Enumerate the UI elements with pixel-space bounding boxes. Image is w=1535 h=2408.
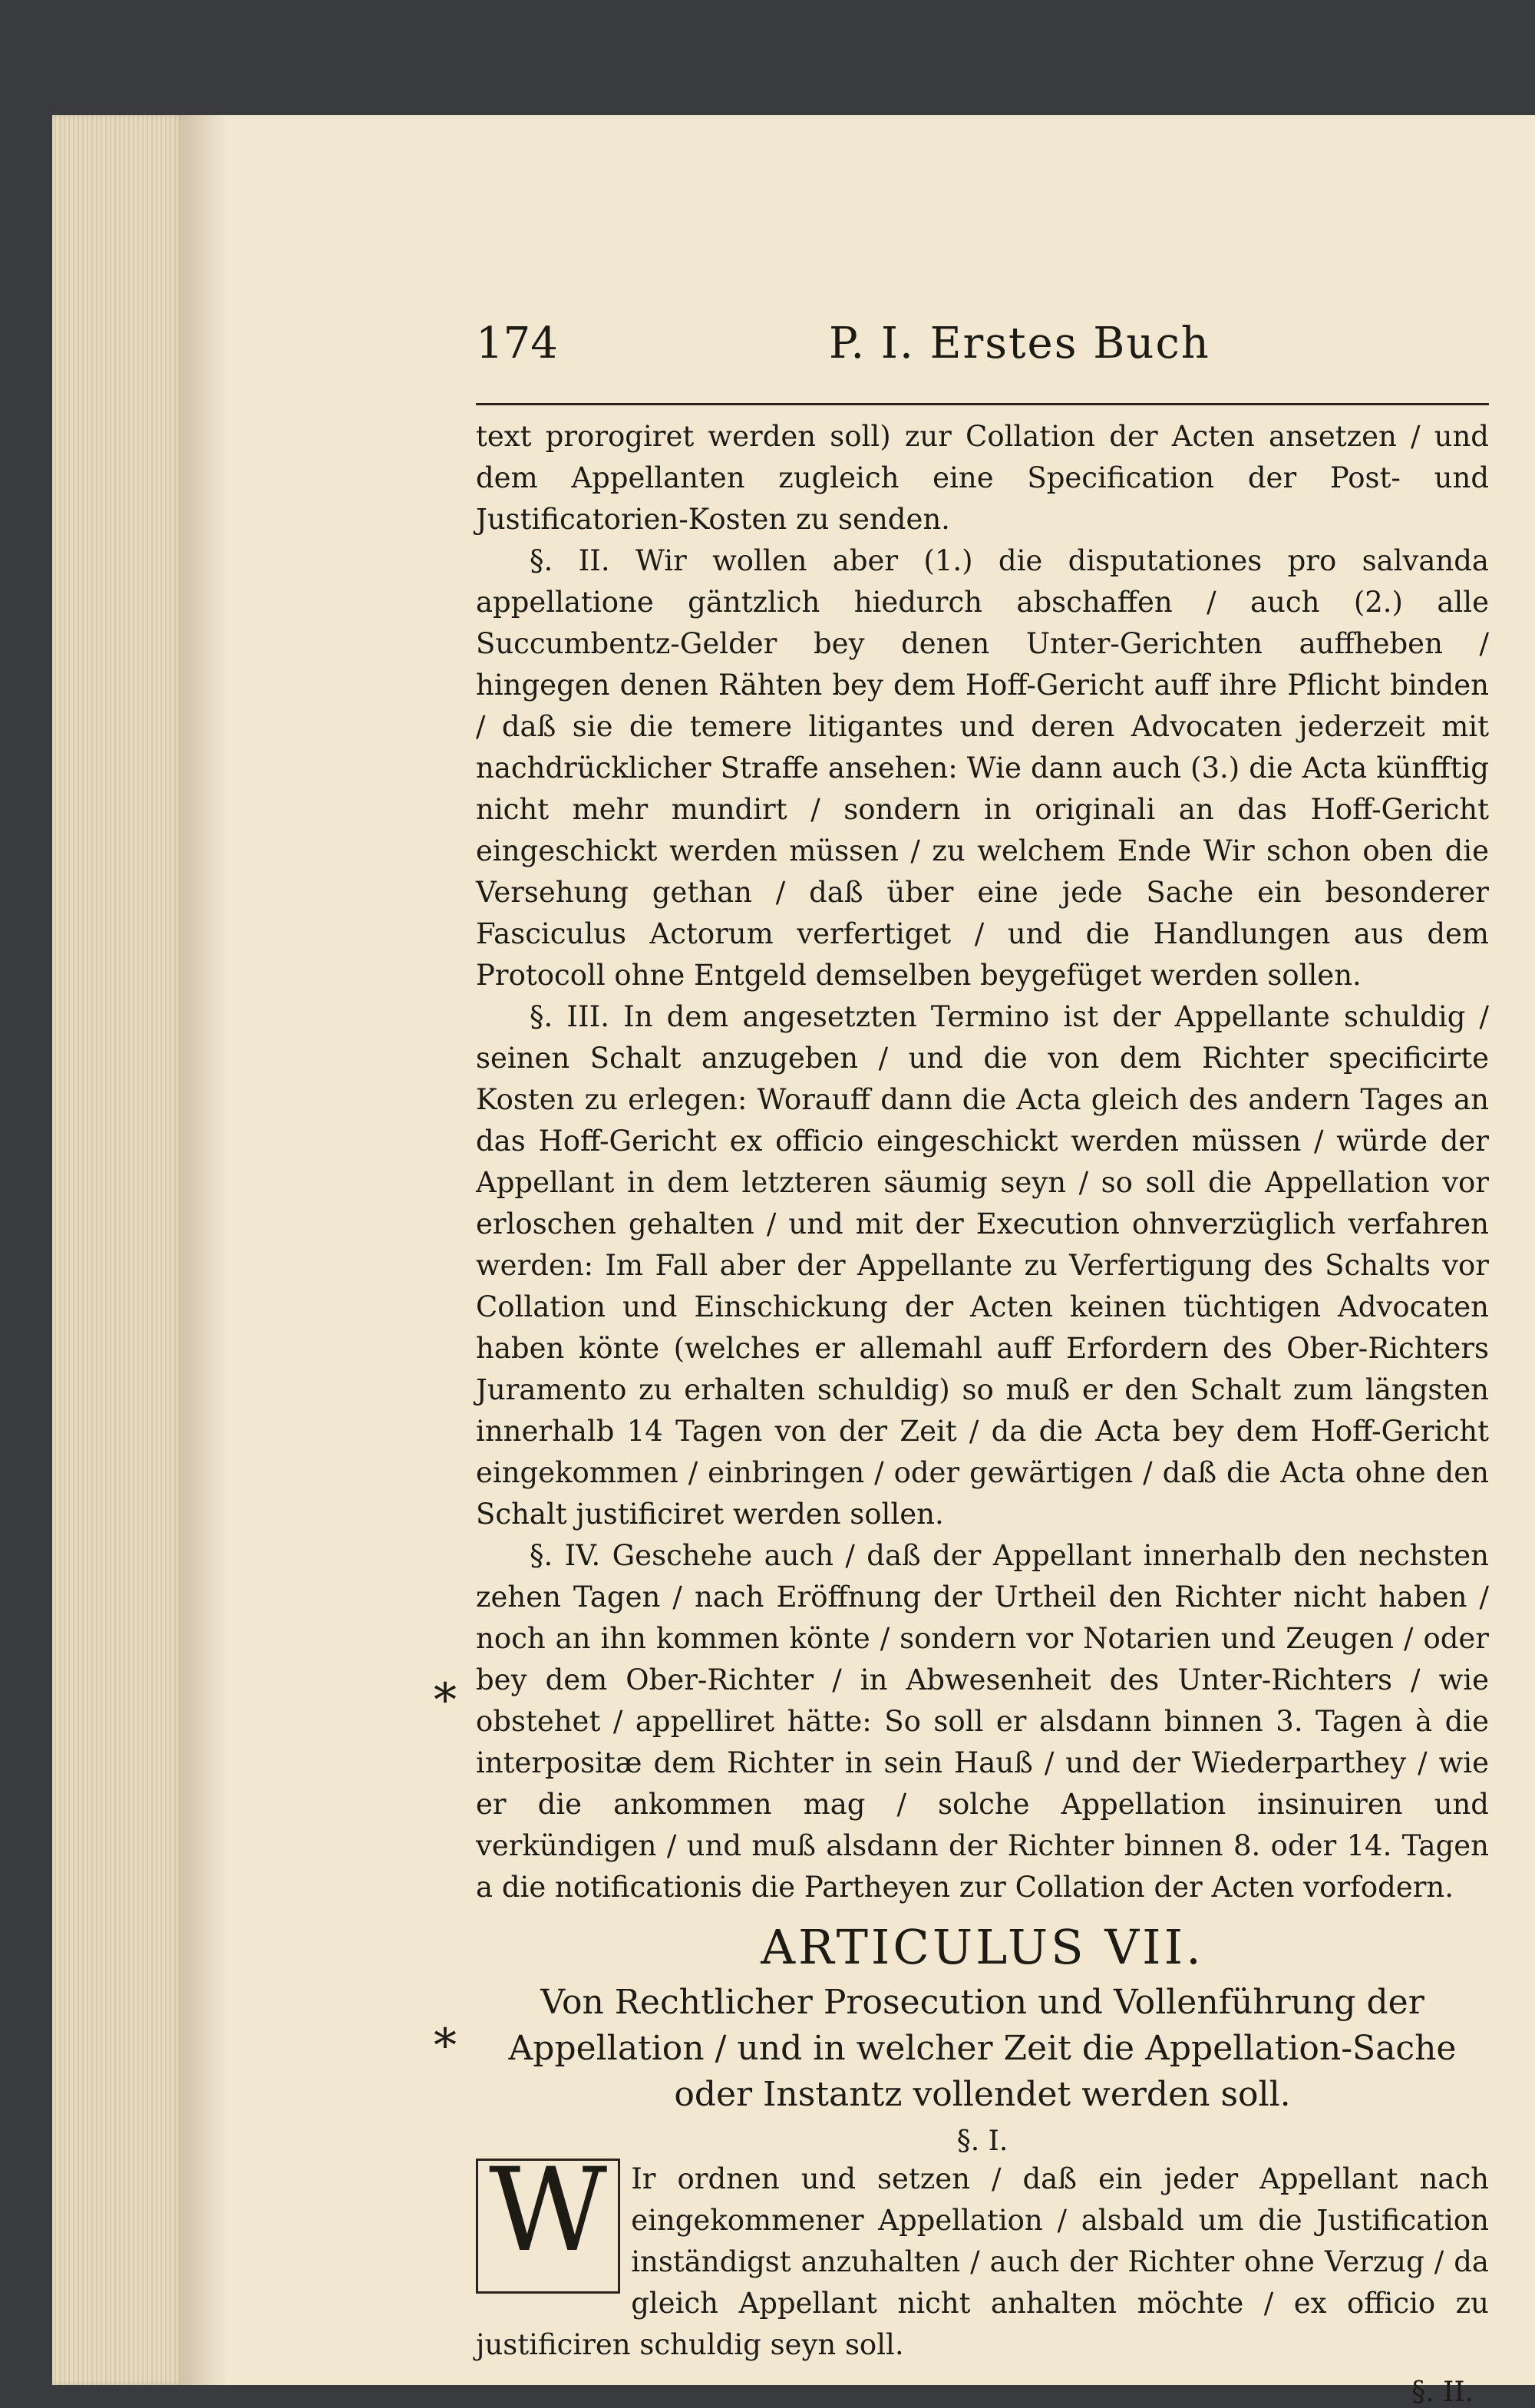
- section-mark: §. I.: [956, 2126, 1008, 2157]
- paragraph: §. IV. Geschehe auch / daß der Appellant innerhalb den nechsten zehen Tagen / nach Eröffnung der Urtheil den Richter nicht haben / noch an ihn kommen könte / sondern vor Notarien und Zeugen / oder bey dem Ober-Richter / in Abwesenheit des Unter-Richters / wie obstehet / appelliret hätte: So soll er alsdann binnen 3. Tagen à die interpositæ dem Richter in sein Hauß / und der Wiederparthey / wie er die ankommen mag / solche Appellation insinuiren und verkündigen / und muß alsdann der Richter binnen 8. oder 14. Tagen a die notificationis die Partheyen zur Collation der Acten vorfodern.: [476, 1539, 1489, 1904]
- marginal-asterisk: *: [434, 2019, 457, 2073]
- page-header: [476, 311, 1489, 405]
- marginal-asterisk: *: [434, 1673, 457, 1727]
- article-body: [476, 2144, 1489, 2366]
- paragraph: §. II. Wir wollen aber (1.) die disputationes pro salvanda appellatione gäntzlich hiedurch abschaffen / auch (2.) alle Succumbentz-Gelder bey denen Unter-Gerichten auffheben / hingegen denen Rähten bey dem Hoff-Gericht auff ihre Pflicht binden / daß sie die temere litigantes und deren Advocaten jederzeit mit nachdrücklicher Straffe ansehen: Wie dann auch (3.) die Acta künfftig nicht mehr mundirt / sondern in originali an das Hoff-Gericht eingeschickt werden müssen / zu welchem Ende Wir schon oben die Versehung gethan / daß über eine jede Sache ein besonderer Fasciculus Actorum verfertiget / und die Handlungen aus dem Protocoll ohne Entgeld demselben beygefüget werden sollen.: [476, 544, 1489, 992]
- page-number: 174: [476, 319, 558, 368]
- page-content: [476, 311, 1489, 2408]
- catchword: §. II.: [1411, 2377, 1474, 2408]
- article-paragraph: Ir ordnen und setzen / daß ein jeder Appellant nach eingekommener Appellation / alsbald um die Justification inständigst anzuhalten / auch der Richter ohne Verzug / da gleich Appellant nicht anhalten möchte / ex officio zu justificiren schuldig seyn soll.: [476, 2162, 1489, 2361]
- paragraph: text prorogiret werden soll) zur Collation der Acten ansetzen / und dem Appellanten zugleich eine Specification der Post- und Justificatorien-Kosten zu senden.: [476, 420, 1489, 536]
- article-subtitle: Von Rechtlicher Prosecution und Vollenführung der Appellation / und in welcher Zeit die Appellation-Sache oder Instantz vollendet werden soll.: [508, 1983, 1457, 2114]
- binding-shadow: [183, 115, 229, 2385]
- drop-cap: W: [476, 2159, 620, 2294]
- body-text: [476, 416, 1489, 1908]
- article-title: ARTICULUS VII.: [761, 1919, 1204, 1975]
- page-edges: [52, 115, 183, 2385]
- running-head: P. I. Erstes Buch: [829, 319, 1210, 368]
- paragraph: §. III. In dem angesetzten Termino ist der Appellante schuldig / seinen Schalt anzugeben / und die von dem Richter specificirte Kosten zu erlegen: Worauff dann die Acta gleich des andern Tages an das Hoff-Gericht ex officio eingeschickt werden müssen / würde der Appellant in dem letzteren säumig seyn / so soll die Appellation vor erloschen gehalten / und mit der Execution ohnverzüglich verfahren werden: Im Fall aber der Appellante zu Verfertigung des Schalts vor Collation und Einschickung der Acten keinen tüchtigen Advocaten haben könte (welches er allemahl auff Erfordern des Ober-Richters Juramento zu erhalten schuldig) so muß er den Schalt zum längsten innerhalb 14 Tagen von der Zeit / da die Acta bey dem Hoff-Gericht eingekommen / einbringen / oder gewärtigen / daß die Acta ohne den Schalt justificiret werden sollen.: [476, 1000, 1489, 1531]
